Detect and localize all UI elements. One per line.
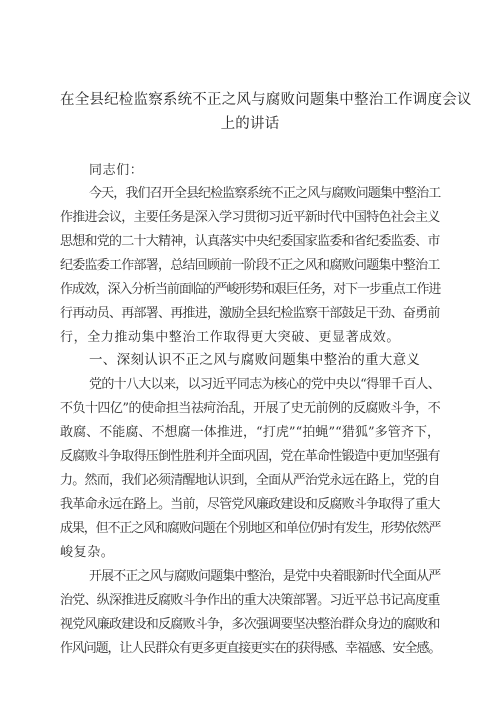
paragraph-line: 开展不正之风与腐败问题集中整治，是党中央着眼新时代全面从严 [89,569,441,584]
paragraph-line: 成果，但不正之风和腐败问题在个别地区和单位仍时有发生，形势依然严 [60,521,441,536]
paragraph-line: 反腐败斗争取得压倒性胜利并全面巩固，党在革命性锻造中更加坚强有 [60,449,440,464]
paragraph-line: 我革命永远在路上。当前，尽管党风廉政建设和反腐败斗争取得了重大 [60,497,440,512]
salutation: 同志们： [89,163,144,178]
intro-line: 今天，我们召开全县纪检监察系统不正之风与腐败问题集中整治工 [89,186,441,201]
intro-line: 作推进会议，主要任务是深入学习贯彻习近平新时代中国特色社会主义 [60,210,440,225]
paragraph-line: 敢腐、不能腐、不想腐一体推进，“打虎”“拍蝇”“猎狐”多管齐下， [60,425,441,440]
document-title [60,88,472,136]
paragraph-line: 峻复杂。 [60,545,115,560]
intro-line: 行再动员、再部署、再推进，激励全县纪检监察干部鼓足干劲、奋勇前 [60,306,440,321]
paragraph-line: 不负十四亿”的使命担当祛疴治乱，开展了史无前例的反腐败斗争，不 [60,401,441,416]
intro-line: 行，全力推动集中整治工作取得更大突破、更显著成效。 [60,330,401,345]
paragraph-line: 力。然而，我们必须清醒地认识到，全面从严治党永远在路上，党的自 [60,473,440,488]
paragraph-line: 党的十八大以来，以习近平同志为核心的党中央以“得罪千百人、 [89,377,441,392]
title-line-2: 上的讲话 [220,116,280,132]
intro-line: 纪委监委工作部署，总结回顾前一阶段不正之风和腐败问题集中整治工 [60,258,440,273]
intro-line: 思想和党的二十大精神，认真落实中央纪委国家监委和省纪委监委、市 [60,234,440,249]
paragraph-line: 治党、纵深推进反腐败斗争作出的重大决策部署。习近平总书记高度重 [60,593,440,608]
paragraph-line: 作风问题，让人民群众有更多更直接更实在的获得感、幸福感、安全感。 [60,641,441,656]
paragraph-line: 视党风廉政建设和反腐败斗争，多次强调要坚决整治群众身边的腐败和 [60,617,440,632]
intro-line: 作成效，深入分析当前面临的严峻形势和艰巨任务，对下一步重点工作进 [60,282,441,297]
section-heading: 一、深刻认识不正之风与腐败问题集中整治的重大意义 [89,352,421,368]
title-line-1: 在全县纪检监察系统不正之风与腐败问题集中整治工作调度会议 [60,92,472,108]
